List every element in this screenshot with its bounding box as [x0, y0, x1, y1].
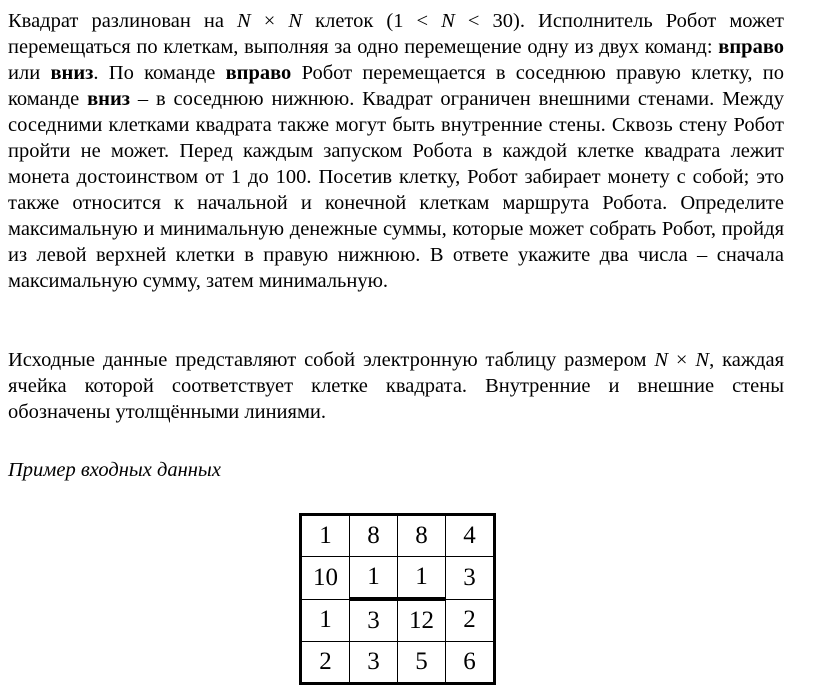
command-right: вправо [718, 36, 784, 58]
grid-cell: 1 [301, 599, 350, 642]
example-grid [299, 513, 496, 685]
variable-n: N [288, 10, 303, 32]
grid-cell: 10 [301, 557, 350, 600]
grid-cell: 8 [398, 515, 446, 557]
times-sign: × [668, 349, 696, 371]
text-fragment: , каждая ячейка которой соответствует клетке квадрата. Внутренние и внешние стены обозначены утолщёнными линиями. [8, 349, 784, 423]
grid-cell: 5 [398, 642, 446, 684]
variable-n: N [237, 10, 251, 32]
text-fragment: или [8, 62, 51, 84]
grid-cell: 3 [446, 557, 495, 600]
grid-cell: 3 [350, 642, 398, 684]
grid-cell: 3 [350, 599, 398, 642]
task-paragraph-2 [8, 347, 784, 425]
grid-cell: 6 [446, 642, 495, 684]
text-fragment: – в соседнюю нижнюю. Квадрат ограничен внешними стенами. Между соседними клетками квадрата также могут быть внутренние стены. Сквозь стену Робот пройти не может. Перед каждым запуском Робота в каждой клетке квадрата лежит монета достоинством от 1 до 100. Посетив клетку, Робот забирает монету с собой; это также относится к начальной и конечной клеткам маршрута Робота. Определите максимальную и минимальную денежные суммы, которые может собрать Робот, пройдя из левой верхней клетки в правую нижнюю. В ответе укажите два числа – сначала максимальную сумму, затем минимальную. [8, 88, 784, 292]
grid-cell: 8 [350, 515, 398, 557]
text-fragment: < 30). Исполнитель Робот может перемещаться по клеткам, выполняя за одно перемещение одну из двух команд: [8, 10, 784, 58]
command-down: вниз [50, 62, 94, 84]
text-fragment: Робот перемещается в соседнюю правую клетку, по команде [8, 62, 785, 110]
grid-row [301, 599, 495, 642]
grid-cell: 12 [398, 599, 446, 642]
task-paragraph-1 [8, 8, 784, 294]
grid-cell: 2 [301, 642, 350, 684]
text-fragment: Исходные данные представляют собой электронную таблицу размером [8, 349, 655, 371]
grid-cell: 2 [446, 599, 495, 642]
variable-n: N [695, 349, 710, 371]
grid-row [301, 557, 495, 600]
times-sign: × [250, 10, 289, 32]
text-fragment: . По команде [93, 62, 226, 84]
text-fragment: клеток (1 < [302, 10, 442, 32]
grid-row [301, 515, 495, 557]
example-caption: Пример входных данных [8, 459, 221, 481]
variable-n: N [654, 349, 669, 371]
grid-row [301, 642, 495, 684]
grid-cell: 4 [446, 515, 495, 557]
command-down: вниз [87, 88, 131, 110]
text-fragment: Квадрат разлинован на [8, 10, 237, 32]
grid-cell: 1 [301, 515, 350, 557]
command-right: вправо [225, 62, 292, 84]
grid-cell: 1 [398, 557, 446, 600]
grid-cell: 1 [350, 557, 398, 600]
variable-n: N [441, 10, 455, 32]
